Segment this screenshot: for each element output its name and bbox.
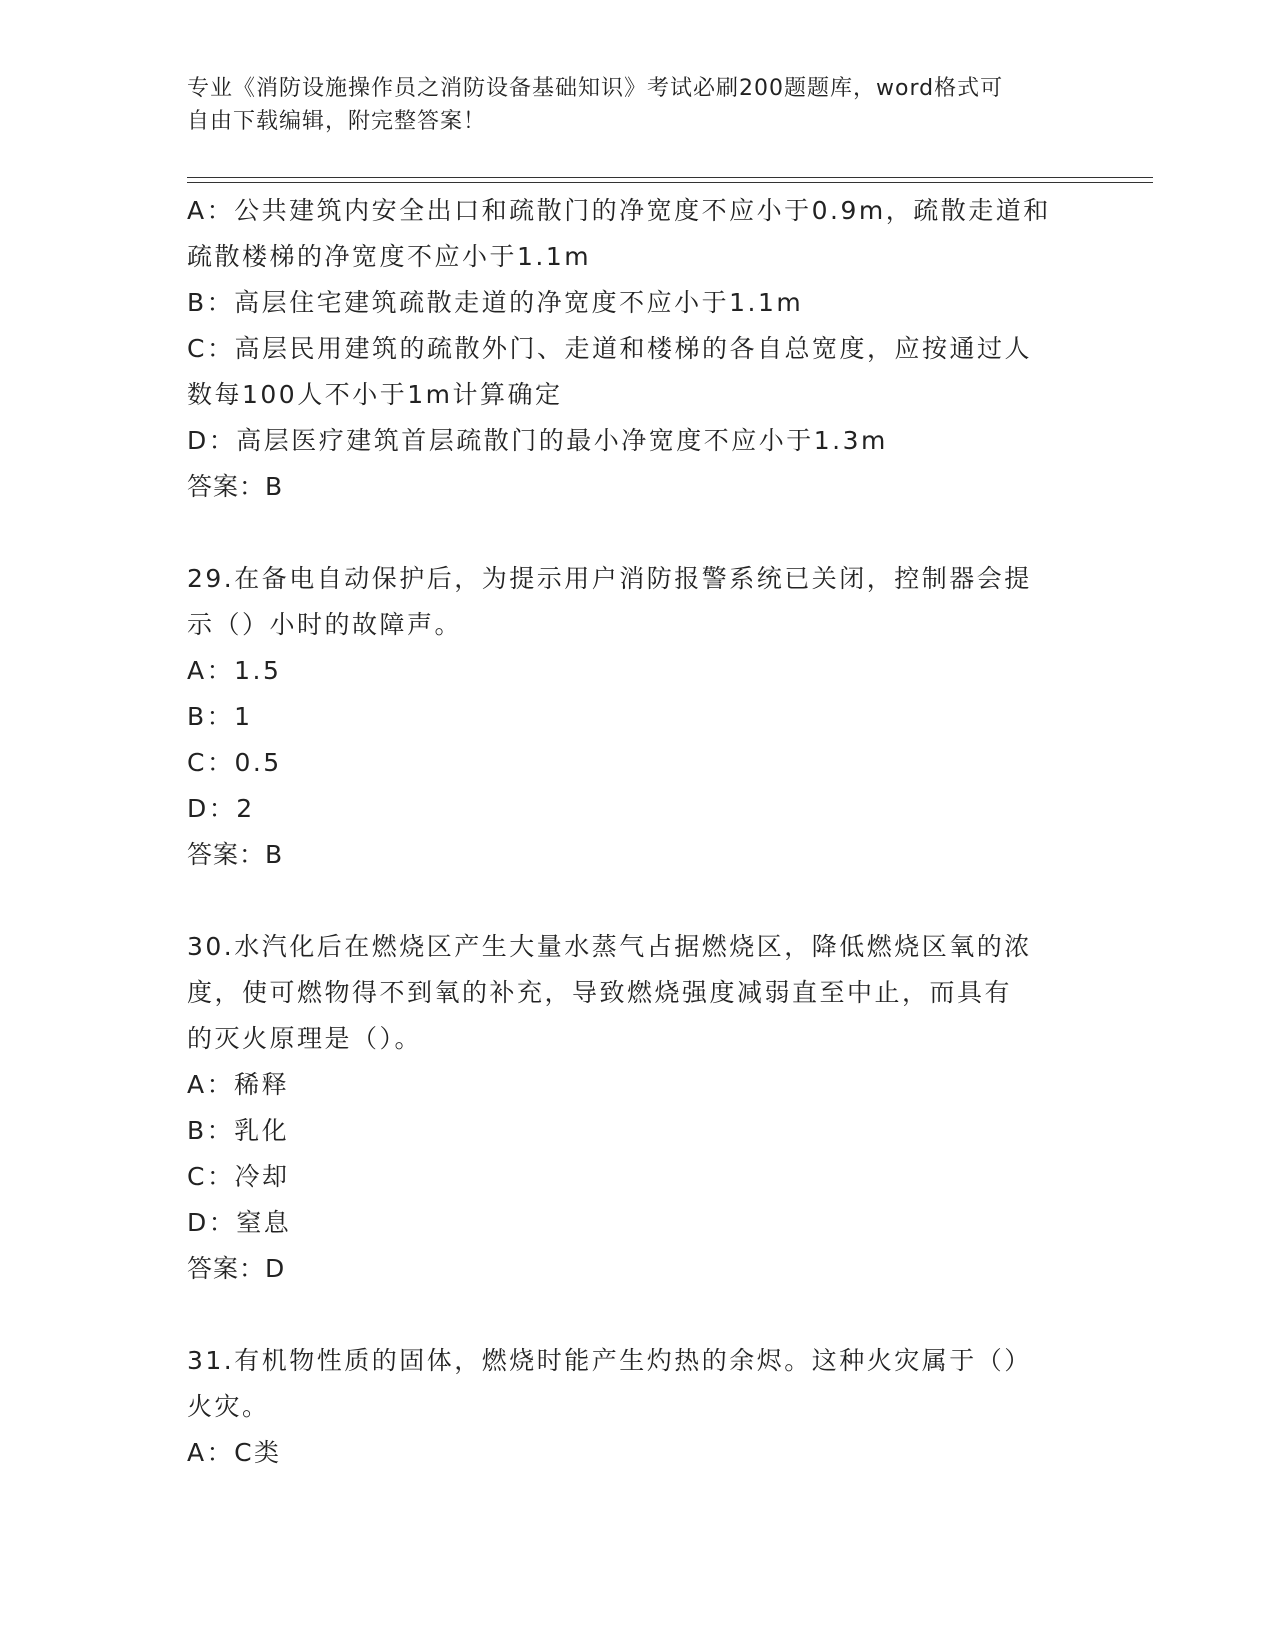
question-text-continued: 示（）小时的故障声。 [187,610,463,639]
option-c: C：0.5 [187,748,282,777]
question-text-continued: 度，使可燃物得不到氧的补充，导致燃烧强度减弱直至中止，而具有 [187,978,1013,1007]
option-d: D：2 [187,794,255,823]
question-28 [187,188,1087,510]
option-c-continued: 数每100人不小于1m计算确定 [187,380,563,409]
header-line-1: 专业《消防设施操作员之消防设备基础知识》考试必刷200题题库，word格式可 [187,76,1004,101]
header-divider-bottom [187,182,1153,183]
question-29 [187,556,1087,878]
spacer [187,1292,1087,1338]
question-list [187,188,1087,1476]
question-text: 29.在备电自动保护后，为提示用户消防报警系统已关闭，控制器会提 [187,564,1032,593]
answer: 答案：B [187,472,284,501]
header-line-2: 自由下载编辑，附完整答案！ [187,109,487,134]
question-text-continued: 的灭火原理是（）。 [187,1024,423,1053]
option-a: A：稀释 [187,1070,290,1099]
answer: 答案：B [187,840,284,869]
question-text: 31.有机物性质的固体，燃烧时能产生灼热的余烬。这种火灾属于（） [187,1346,1032,1375]
spacer [187,510,1087,556]
option-c: C：冷却 [187,1162,290,1191]
header-divider-top [187,177,1153,178]
answer: 答案：D [187,1254,286,1283]
spacer [187,878,1087,924]
option-b: B：1 [187,702,253,731]
question-text: 30.水汽化后在燃烧区产生大量水蒸气占据燃烧区，降低燃烧区氧的浓 [187,932,1032,961]
option-a: A：C类 [187,1438,282,1467]
option-b: B：高层住宅建筑疏散走道的净宽度不应小于1.1m [187,288,804,317]
question-31 [187,1338,1087,1476]
option-c: C：高层民用建筑的疏散外门、走道和楼梯的各自总宽度，应按通过人 [187,334,1032,363]
option-a: A：1.5 [187,656,282,685]
option-d: D：高层医疗建筑首层疏散门的最小净宽度不应小于1.3m [187,426,888,455]
question-30 [187,924,1087,1292]
question-text-continued: 火灾。 [187,1392,270,1421]
option-b: B：乳化 [187,1116,290,1145]
document-header [187,72,1067,138]
option-a-continued: 疏散楼梯的净宽度不应小于1.1m [187,242,592,271]
option-d: D：窒息 [187,1208,292,1237]
option-a: A：公共建筑内安全出口和疏散门的净宽度不应小于0.9m，疏散走道和 [187,196,1051,225]
